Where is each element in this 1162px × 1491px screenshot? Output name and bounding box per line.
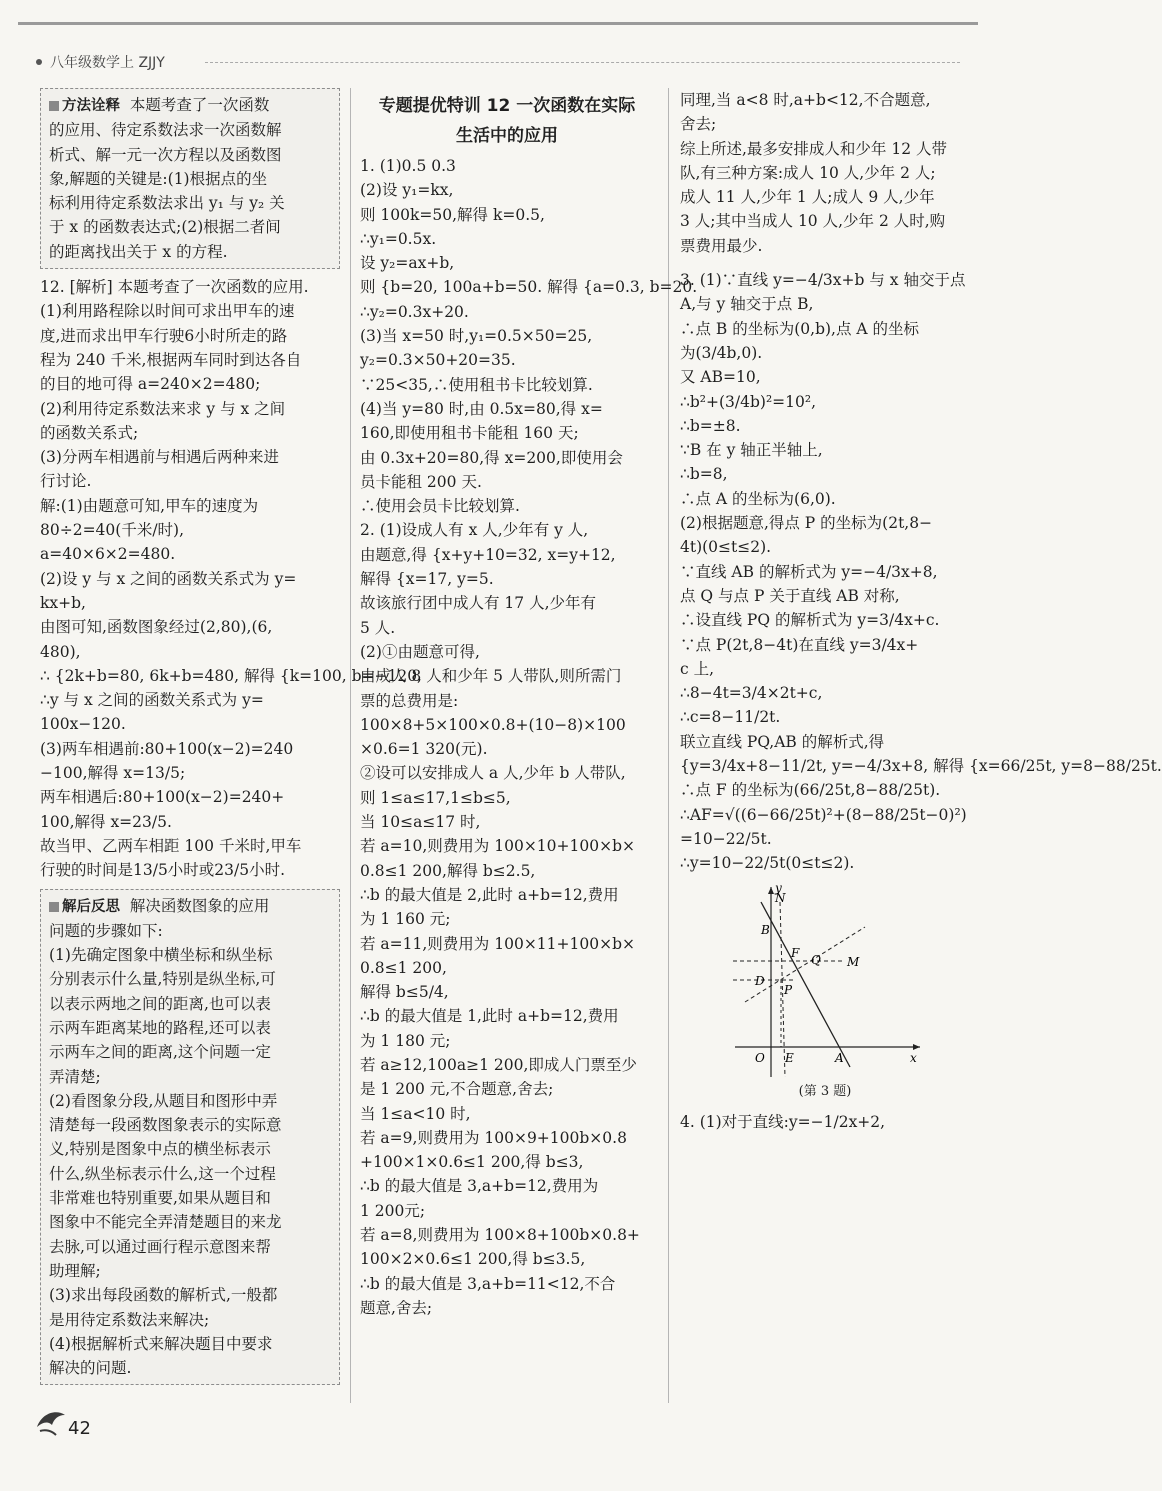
text-line: ∴y 与 x 之间的函数关系式为 y= — [40, 691, 264, 710]
text-line: ∵点 P(2t,8−4t)在直线 y=3/4x+ — [680, 635, 919, 654]
solution-4-start: 4. (1)对于直线:y=−1/2x+2, — [680, 1112, 886, 1131]
text-line: 解:(1)由题意可知,甲车的速度为 — [40, 496, 259, 515]
text-line: (1)利用路程除以时间可求出甲车的速 — [40, 302, 295, 321]
text-line: kx+b, — [40, 593, 86, 612]
text-line: (1)先确定图象中横坐标和纵坐标 — [49, 946, 273, 965]
text-line: ∴点 F 的坐标为(66/25t,8−88/25t). — [680, 781, 941, 800]
bullet-icon — [36, 59, 42, 65]
text-line: 解决的问题. — [49, 1359, 132, 1378]
text-line: 问题的步骤如下: — [49, 921, 163, 940]
text-line: ∴y₂=0.3x+20. — [360, 302, 469, 321]
text-line: 故当甲、乙两车相距 100 千米时,甲车 — [40, 836, 302, 855]
text-line: (2)设 y 与 x 之间的函数关系式为 y= — [40, 569, 297, 588]
text-line: 3 人;其中当成人 10 人,少年 2 人时,购 — [680, 212, 946, 231]
text-line: ∴b 的最大值是 1,此时 a+b=12,费用 — [360, 1007, 619, 1026]
section-subtitle: 生活中的应用 — [456, 126, 558, 146]
text-line: 度,进而求出甲车行驶6小时所走的路 — [40, 326, 288, 345]
text-line: 是 1 200 元,不合题意,舍去; — [360, 1080, 554, 1099]
text-line: 100,解得 x=23/5. — [40, 812, 172, 831]
text-line: 义,特别是图象中点的横坐标表示 — [49, 1140, 271, 1159]
text-line: (2)①由题意可得, — [360, 642, 480, 661]
text-line: 弄清楚; — [49, 1067, 101, 1086]
text-line: ∴y=10−22/5t(0≤t≤2). — [680, 854, 855, 873]
dolphin-logo-icon — [34, 1405, 68, 1439]
text-line: 是用待定系数法来解决; — [49, 1310, 210, 1329]
text-line: 程为 240 千米,根据两车同时到达各自 — [40, 350, 302, 369]
label-M: M — [847, 954, 860, 969]
text-line: 的距离找出关于 x 的方程. — [49, 242, 228, 261]
text-line: 为 1 180 元; — [360, 1031, 451, 1050]
text-line: ∴点 A 的坐标为(6,0). — [680, 489, 836, 508]
label-Q: Q — [811, 952, 821, 967]
text-line: +100×1×0.6≤1 200,得 b≤3, — [360, 1153, 584, 1172]
text-line: 成人 11 人,少年 1 人;成人 9 人,少年 — [680, 188, 935, 207]
text-line: (3)当 x=50 时,y₁=0.5×50=25, — [360, 327, 593, 346]
text-line: 助理解; — [49, 1261, 101, 1280]
text-line: 分别表示什么量,特别是纵坐标,可 — [49, 970, 276, 989]
text-line: 票的总费用是: — [360, 691, 459, 710]
text-line: y₂=0.3×50+20=35. — [360, 351, 516, 370]
text-line: 若 a=9,则费用为 100×9+100b×0.8 — [360, 1128, 627, 1147]
text-line: ∵25<35,∴使用租书卡比较划算. — [360, 375, 593, 394]
text-line: a=40×6×2=480. — [40, 545, 176, 564]
text-line: (2)设 y₁=kx, — [360, 181, 454, 200]
text-line: 示两车之间的距离,这个问题一定 — [49, 1043, 271, 1062]
text-line: 解得 b≤5/4, — [360, 983, 449, 1002]
text-line: 为 1 160 元; — [360, 910, 451, 929]
text-line: (2)利用待定系数法来求 y 与 x 之间 — [40, 399, 286, 418]
text-line: 去脉,可以通过画行程示意图来帮 — [49, 1237, 271, 1256]
text-line: 由 0.3x+20=80,得 x=200,即使用会 — [360, 448, 623, 467]
text-line: (2)看图象分段,从题目和图形中弄 — [49, 1091, 278, 1110]
text-line: 的函数关系式; — [40, 423, 139, 442]
text-line: 100×8+5×100×0.8+(10−8)×100 — [360, 715, 626, 734]
text-line: 员卡能租 200 天. — [360, 472, 482, 491]
text-line: ∵直线 AB 的解析式为 y=−4/3x+8, — [680, 562, 938, 581]
text-line: 故该旅行团中成人有 17 人,少年有 — [360, 594, 597, 613]
text-line: 4t)(0≤t≤2). — [680, 538, 772, 557]
reflection-box — [40, 889, 340, 1386]
text-line: 则 1≤a≤17,1≤b≤5, — [360, 788, 511, 807]
text-line: 3. (1)∵直线 y=−4/3x+b 与 x 轴交于点 — [680, 271, 966, 290]
text-line: ∴点 B 的坐标为(0,b),点 A 的坐标 — [680, 319, 920, 338]
method-line: 本题考查了一次函数 — [129, 96, 270, 114]
text-line: 标利用待定系数法求出 y₁ 与 y₂ 关 — [49, 194, 285, 213]
text-line: 综上所述,最多安排成人和少年 12 人带 — [680, 139, 948, 158]
solution-3 — [680, 268, 1162, 875]
header-title: 八年级数学上 ZJJY — [50, 55, 165, 71]
text-line: ∴b 的最大值是 3,a+b=12,费用为 — [360, 1177, 599, 1196]
text-line: 若 a≥12,100a≥1 200,即成人门票至少 — [360, 1055, 637, 1074]
section-title: 专题提优特训 12 一次函数在实际 — [378, 96, 636, 116]
text-line: 480), — [40, 642, 81, 661]
label-B: B — [761, 922, 770, 937]
text-line: ∴c=8−11/2t. — [680, 708, 781, 727]
label-E: E — [785, 1050, 794, 1065]
page-number: 42 — [68, 1418, 91, 1439]
text-line: ∴b 的最大值是 3,a+b=11<12,不合 — [360, 1274, 616, 1293]
text-line: 1 200元; — [360, 1201, 426, 1220]
text-line: 同理,当 a<8 时,a+b<12,不合题意, — [680, 91, 931, 109]
text-line: 非常难也特别重要,如果从题目和 — [49, 1189, 271, 1208]
text-line: ∴b 的最大值是 2,此时 a+b=12,费用 — [360, 885, 619, 904]
square-icon — [49, 101, 59, 111]
solution-2-end — [680, 88, 970, 258]
text-line: 两车相遇后:80+100(x−2)=240+ — [40, 788, 285, 807]
text-line: 则 {b=20, 100a+b=50. 解得 {a=0.3, b=20. — [360, 278, 698, 297]
text-line: ∵B 在 y 轴正半轴上, — [680, 441, 823, 460]
text-line: 0.8≤1 200,解得 b≤2.5, — [360, 861, 536, 880]
text-line: 行驶的时间是13/5小时或23/5小时. — [40, 861, 286, 880]
text-line: ∴8−4t=3/4×2t+c, — [680, 684, 823, 703]
text-line: ∴y₁=0.5x. — [360, 229, 437, 248]
method-box — [40, 88, 340, 269]
label-D: D — [755, 973, 765, 988]
text-line: 由成人 8 人和少年 5 人带队,则所需门 — [360, 667, 622, 686]
text-line: 联立直线 PQ,AB 的解析式,得 — [680, 732, 885, 751]
text-line: 队,有三种方案:成人 10 人,少年 2 人; — [680, 163, 936, 182]
text-line: =10−22/5t. — [680, 829, 772, 848]
text-line: ×0.6=1 320(元). — [360, 740, 488, 759]
label-N: N — [775, 890, 786, 905]
text-line: 图象中不能完全弄清楚题目的来龙 — [49, 1213, 282, 1232]
text-line: 0.8≤1 200, — [360, 958, 447, 977]
text-line: 行讨论. — [40, 472, 92, 491]
figure-caption: (第 3 题) — [798, 1083, 852, 1099]
top-rule — [18, 22, 978, 25]
text-line: 舍去; — [680, 115, 717, 134]
text-line: 160,即使用租书卡能租 160 天; — [360, 424, 579, 443]
coordinate-diagram — [725, 882, 925, 1082]
text-line: ∴b=8, — [680, 465, 728, 484]
text-line: c 上, — [680, 659, 715, 678]
running-header — [36, 52, 165, 72]
text-line: 以表示两地之间的距离,也可以表 — [49, 994, 271, 1013]
column-divider-1 — [350, 88, 351, 1403]
text-line: 又 AB=10, — [680, 368, 761, 387]
figure-3 — [725, 882, 925, 1102]
text-line: 点 Q 与点 P 关于直线 AB 对称, — [680, 586, 900, 605]
text-line: ∴ {2k+b=80, 6k+b=480, 解得 {k=100, b=−120, — [40, 666, 422, 685]
text-line: {y=3/4x+8−11/2t, y=−4/3x+8, 解得 {x=66/25t, y=8−88/25t. — [680, 757, 1162, 776]
header-rule — [205, 62, 960, 63]
square-icon — [49, 902, 59, 912]
text-line: ②设可以安排成人 a 人,少年 b 人带队, — [360, 764, 626, 783]
text-line: (3)分两车相遇前与相遇后两种来进 — [40, 448, 279, 467]
text-line: 当 10≤a≤17 时, — [360, 813, 481, 832]
text-line: 12. [解析] 本题考查了一次函数的应用. — [40, 278, 309, 297]
label-y: y — [775, 880, 782, 895]
label-O: O — [755, 1050, 765, 1065]
method-tag: 方法诠释 — [62, 98, 120, 114]
text-line: 为(3/4b,0). — [680, 343, 763, 362]
text-line: 示两车距离某地的路程,还可以表 — [49, 1018, 271, 1037]
column-3 — [680, 88, 1162, 1134]
label-x: x — [910, 1050, 917, 1065]
text-line: (2)根据题意,得点 P 的坐标为(2t,8− — [680, 514, 933, 533]
text-line: 100×2×0.6≤1 200,得 b≤3.5, — [360, 1250, 586, 1269]
text-line: ∴b=±8. — [680, 416, 741, 435]
text-line: (3)两车相遇前:80+100(x−2)=240 — [40, 739, 294, 758]
text-line: −100,解得 x=13/5; — [40, 764, 186, 783]
text-line: 若 a=8,则费用为 100×8+100b×0.8+ — [360, 1226, 640, 1245]
text-line: 的应用、待定系数法求一次函数解 — [49, 121, 282, 140]
text-line: (4)根据解析式来解决题目中要求 — [49, 1334, 273, 1353]
text-line: 若 a=11,则费用为 100×11+100×b× — [360, 934, 635, 953]
label-A: A — [835, 1050, 844, 1065]
text-line: ∴使用会员卡比较划算. — [360, 497, 520, 516]
reflection-line: 解决函数图象的应用 — [129, 896, 270, 915]
text-line: 于 x 的函数表达式;(2)根据二者间 — [49, 218, 281, 237]
text-line: ∴b²+(3/4b)²=10², — [680, 392, 817, 411]
text-line: 若 a=10,则费用为 100×10+100×b× — [360, 837, 635, 856]
text-line: 什么,纵坐标表示什么,这一个过程 — [49, 1164, 276, 1183]
text-line: 1. (1)0.5 0.3 — [360, 157, 456, 175]
text-line: 由图可知,函数图象经过(2,80),(6, — [40, 618, 273, 637]
text-line: 则 100k=50,解得 k=0.5, — [360, 205, 545, 224]
text-line: 题意,舍去; — [360, 1298, 433, 1317]
text-line: 象,解题的关键是:(1)根据点的坐 — [49, 169, 268, 188]
text-line: 清楚每一段函数图象表示的实际意 — [49, 1116, 282, 1135]
text-line: ∴设直线 PQ 的解析式为 y=3/4x+c. — [680, 611, 940, 630]
text-line: 80÷2=40(千米/时), — [40, 521, 185, 540]
text-line: 解得 {x=17, y=5. — [360, 570, 494, 589]
text-line: 100x−120. — [40, 715, 126, 734]
text-line: 设 y₂=ax+b, — [360, 254, 455, 273]
reflection-tag: 解后反思 — [62, 898, 120, 915]
label-F: F — [791, 945, 800, 960]
text-line: 当 1≤a<10 时, — [360, 1104, 471, 1123]
text-line: (4)当 y=80 时,由 0.5x=80,得 x= — [360, 399, 603, 418]
text-line: 析式、解一元一次方程以及函数图 — [49, 145, 282, 164]
text-line: 由题意,得 {x+y+10=32, x=y+12, — [360, 545, 616, 564]
text-line: 5 人. — [360, 618, 396, 637]
text-line: ∴AF=√((6−66/25t)²+(8−88/25t−0)²) — [680, 805, 967, 824]
text-line: (3)求出每段函数的解析式,一般都 — [49, 1286, 278, 1305]
text-line: 票费用最少. — [680, 236, 763, 255]
text-line: A,与 y 轴交于点 B, — [680, 295, 814, 314]
text-line: 2. (1)设成人有 x 人,少年有 y 人, — [360, 521, 589, 540]
label-P: P — [784, 982, 793, 997]
text-line: 的目的地可得 a=240×2=480; — [40, 375, 261, 394]
